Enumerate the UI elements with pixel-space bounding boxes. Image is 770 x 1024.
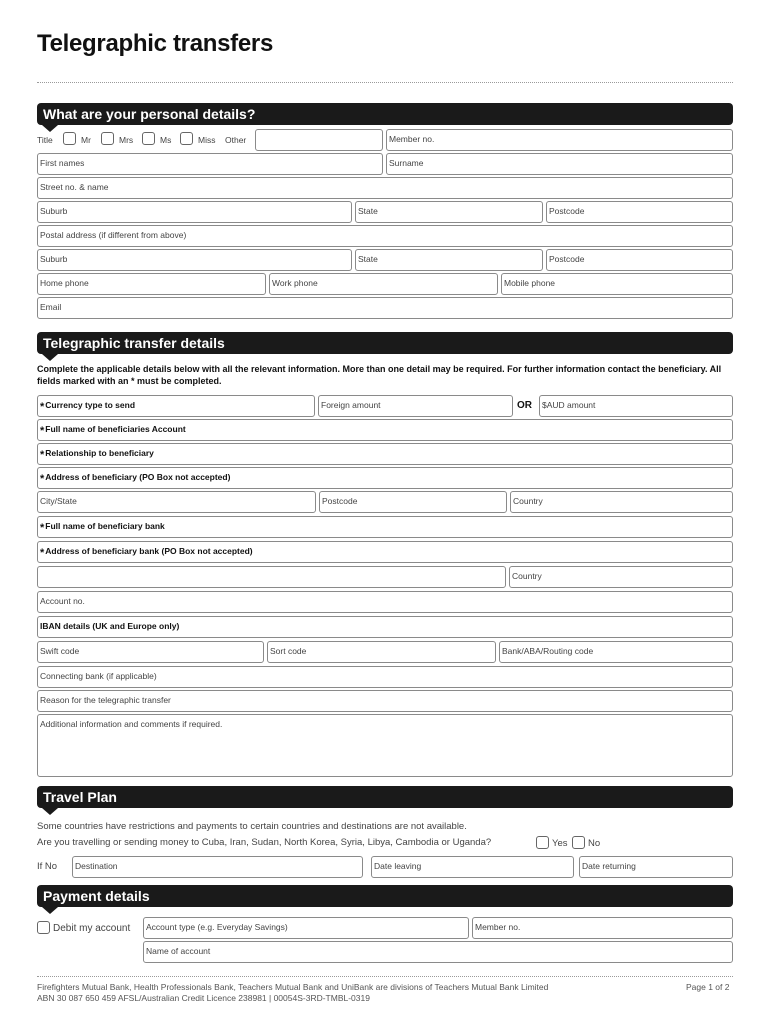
beneficiary-postcode-field[interactable]: Postcode	[319, 491, 507, 513]
page-title: Telegraphic transfers	[37, 30, 274, 57]
postal-suburb-field[interactable]: Suburb	[37, 249, 352, 271]
required-asterisk: *	[40, 547, 45, 559]
beneficiary-address-field[interactable]	[37, 467, 733, 489]
surname-field[interactable]: Surname	[386, 153, 733, 175]
account-no-field[interactable]: Account no.	[37, 591, 733, 613]
title-miss-checkbox[interactable]	[180, 132, 193, 145]
travel-plan-heading: Travel Plan	[37, 786, 733, 808]
member-no-field[interactable]: Member no.	[386, 129, 733, 151]
required-asterisk: *	[40, 449, 45, 461]
divider	[37, 82, 733, 83]
state-field[interactable]: State	[355, 201, 543, 223]
bank-address-field[interactable]	[37, 541, 733, 563]
travel-yes-checkbox[interactable]	[536, 836, 549, 849]
home-phone-field[interactable]: Home phone	[37, 273, 266, 295]
bank-country-field[interactable]: Country	[509, 566, 733, 588]
title-ms-label: Ms	[160, 135, 172, 145]
payment-details-heading: Payment details	[37, 885, 733, 907]
destination-field[interactable]: Destination	[72, 856, 363, 878]
postal-address-field[interactable]: Postal address (if different from above)	[37, 225, 733, 247]
travel-yes-label: Yes	[552, 838, 568, 849]
additional-info-field[interactable]: Additional information and comments if required.	[37, 714, 733, 777]
travel-no-checkbox[interactable]	[572, 836, 585, 849]
sort-code-field[interactable]: Sort code	[267, 641, 496, 663]
postcode-field[interactable]: Postcode	[546, 201, 733, 223]
required-asterisk: *	[40, 401, 45, 413]
bank-name-field[interactable]	[37, 516, 733, 538]
title-mr-checkbox[interactable]	[63, 132, 76, 145]
street-field[interactable]: Street no. & name	[37, 177, 733, 199]
currency-type-field[interactable]	[37, 395, 315, 417]
page-number: Page 1 of 2	[686, 982, 730, 992]
section-arrow-icon	[42, 354, 58, 361]
section-arrow-icon	[42, 125, 58, 132]
aud-amount-field[interactable]: $AUD amount	[539, 395, 733, 417]
title-mr-label: Mr	[81, 135, 91, 145]
relationship-label: Relationship to beneficiary	[45, 448, 154, 458]
work-phone-field[interactable]: Work phone	[269, 273, 498, 295]
travel-no-label: No	[588, 838, 601, 849]
account-type-field[interactable]: Account type (e.g. Everyday Savings)	[143, 917, 469, 939]
postal-postcode-field[interactable]: Postcode	[546, 249, 733, 271]
transfer-details-heading: Telegraphic transfer details	[37, 332, 733, 354]
if-no-label: If No	[37, 861, 58, 872]
beneficiary-account-name-label: Full name of beneficiaries Account	[45, 424, 186, 434]
title-miss-label: Miss	[198, 135, 216, 145]
bank-address-line-field[interactable]	[37, 566, 506, 588]
swift-code-field[interactable]: Swift code	[37, 641, 264, 663]
title-ms-checkbox[interactable]	[142, 132, 155, 145]
debit-account-checkbox[interactable]	[37, 921, 50, 934]
footer-legal-line1: Firefighters Mutual Bank, Health Professionals Bank, Teachers Mutual Bank and UniBank are divisions of Teachers Mutual Bank Limited	[37, 982, 549, 992]
foreign-amount-field[interactable]: Foreign amount	[318, 395, 513, 417]
currency-type-label: Currency type to send	[45, 400, 136, 410]
beneficiary-country-field[interactable]: Country	[510, 491, 733, 513]
suburb-field[interactable]: Suburb	[37, 201, 352, 223]
mobile-phone-field[interactable]: Mobile phone	[501, 273, 733, 295]
first-names-field[interactable]: First names	[37, 153, 383, 175]
section-arrow-icon	[42, 808, 58, 815]
title-other-label: Other	[225, 135, 247, 145]
bank-address-label: Address of beneficiary bank (PO Box not accepted)	[45, 546, 253, 556]
date-returning-field[interactable]: Date returning	[579, 856, 733, 878]
personal-details-heading: What are your personal details?	[37, 103, 733, 125]
payment-member-no-field[interactable]: Member no.	[472, 917, 733, 939]
footer-divider	[37, 976, 733, 977]
routing-code-field[interactable]: Bank/ABA/Routing code	[499, 641, 733, 663]
reason-field[interactable]: Reason for the telegraphic transfer	[37, 690, 733, 712]
relationship-field[interactable]	[37, 443, 733, 465]
title-label: Title	[37, 135, 53, 145]
beneficiary-account-name-field[interactable]	[37, 419, 733, 441]
beneficiary-address-label: Address of beneficiary (PO Box not accepted)	[45, 472, 231, 482]
or-label: OR	[517, 400, 532, 411]
account-name-field[interactable]: Name of account	[143, 941, 733, 963]
transfer-intro: Complete the applicable details below with all the relevant information. More than one detail may be required. For further information contact the beneficiary. All fields marked with an * must be completed.	[37, 364, 722, 386]
required-asterisk: *	[40, 425, 45, 437]
travel-question-text: Are you travelling or sending money to Cuba, Iran, Sudan, North Korea, Syria, Libya, Cambodia or Uganda?	[37, 837, 492, 848]
email-field[interactable]: Email	[37, 297, 733, 319]
connecting-bank-field[interactable]: Connecting bank (if applicable)	[37, 666, 733, 688]
required-asterisk: *	[40, 522, 45, 534]
travel-restrictions-text: Some countries have restrictions and payments to certain countries and destinations are not available.	[37, 821, 467, 832]
title-mrs-checkbox[interactable]	[101, 132, 114, 145]
debit-account-label: Debit my account	[53, 923, 131, 934]
city-state-field[interactable]: City/State	[37, 491, 316, 513]
required-asterisk: *	[40, 473, 45, 485]
section-arrow-icon	[42, 907, 58, 914]
footer-legal-line2: ABN 30 087 650 459 AFSL/Australian Credit Licence 238981 | 00054S-3RD-TMBL-0319	[37, 993, 370, 1003]
date-leaving-field[interactable]: Date leaving	[371, 856, 574, 878]
postal-state-field[interactable]: State	[355, 249, 543, 271]
title-mrs-label: Mrs	[119, 135, 134, 145]
iban-field[interactable]: IBAN details (UK and Europe only)	[37, 616, 733, 638]
title-other-field[interactable]	[255, 129, 383, 151]
bank-name-label: Full name of beneficiary bank	[45, 521, 165, 531]
